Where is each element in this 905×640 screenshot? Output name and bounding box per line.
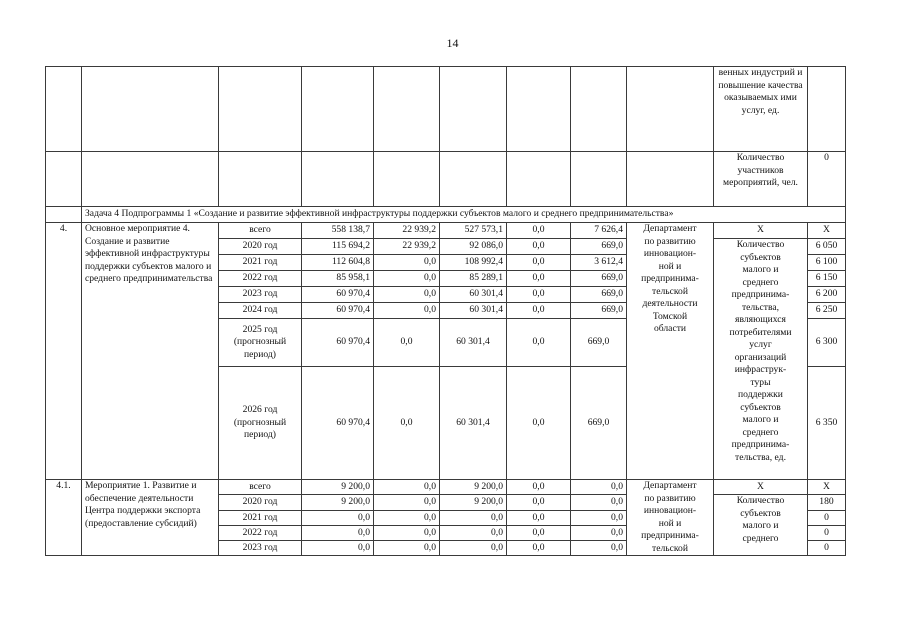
regional-cell: 60 301,4 <box>440 287 507 303</box>
regional-cell: 527 573,1 <box>440 223 507 239</box>
block-4-name: Основное мероприятие 4. Создание и развитие эффективной инфраструктуры поддержки субъектов малого и среднего предпринимательства <box>82 223 219 480</box>
local-cell: 0,0 <box>507 271 571 287</box>
value-cell: 6 300 <box>808 319 846 367</box>
total-cell: 115 694,2 <box>302 239 374 255</box>
value-cell: 0 <box>808 526 846 541</box>
regional-cell: 60 301,4 <box>440 319 507 367</box>
total-cell: 9 200,0 <box>302 480 374 495</box>
value-cell: 6 150 <box>808 271 846 287</box>
regional-cell: 92 086,0 <box>440 239 507 255</box>
extrabudget-cell: 0,0 <box>571 526 627 541</box>
federal-cell: 0,0 <box>374 526 440 541</box>
extrabudget-cell: 0,0 <box>571 511 627 526</box>
table-row <box>46 480 846 495</box>
period-cell: всего <box>219 223 302 239</box>
period-cell: 2021 год <box>219 255 302 271</box>
extrabudget-cell: 669,0 <box>571 271 627 287</box>
federal-cell: 0,0 <box>374 480 440 495</box>
federal-cell: 22 939,2 <box>374 223 440 239</box>
block-4-number: 4. <box>46 223 82 480</box>
period-cell: всего <box>219 480 302 495</box>
total-cell: 558 138,7 <box>302 223 374 239</box>
extrabudget-cell: 669,0 <box>571 239 627 255</box>
value-cell: 0 <box>808 511 846 526</box>
regional-cell: 85 289,1 <box>440 271 507 287</box>
extrabudget-cell: 7 626,4 <box>571 223 627 239</box>
extrabudget-cell: 669,0 <box>571 367 627 480</box>
indicator-participants-value: 0 <box>808 152 846 207</box>
period-cell: 2023 год <box>219 541 302 556</box>
block-4-1-name: Мероприятие 1. Развитие и обеспечение деятельности Центра поддержки экспорта (предоставление субсидий) <box>82 480 219 556</box>
block-4-indicator: Количество субъектов малого и среднего предпринима- тельства, являющихся потребителями услуг организаций инфраструк- туры поддержки субъектов малого и среднего предпринима- тельства, ед. <box>714 239 808 480</box>
total-cell: 0,0 <box>302 511 374 526</box>
total-cell: 112 604,8 <box>302 255 374 271</box>
local-cell: 0,0 <box>507 367 571 480</box>
block-4-executor: Департамент по развитию инновацион- ной и предпринима- тельской деятельности Томской области <box>627 223 714 480</box>
value-cell: 6 200 <box>808 287 846 303</box>
federal-cell: 22 939,2 <box>374 239 440 255</box>
block-4-value-header: Х <box>808 223 846 239</box>
block-4-1-indicator: Количество субъектов малого и среднего <box>714 495 808 556</box>
local-cell: 0,0 <box>507 511 571 526</box>
local-cell: 0,0 <box>507 480 571 495</box>
value-cell: 180 <box>808 495 846 511</box>
local-cell: 0,0 <box>507 223 571 239</box>
total-cell: 60 970,4 <box>302 303 374 319</box>
budget-table <box>45 66 846 556</box>
extrabudget-cell: 0,0 <box>571 480 627 495</box>
total-cell: 85 958,1 <box>302 271 374 287</box>
period-cell: 2021 год <box>219 511 302 526</box>
local-cell: 0,0 <box>507 541 571 556</box>
regional-cell: 60 301,4 <box>440 303 507 319</box>
federal-cell: 0,0 <box>374 271 440 287</box>
indicator-continuation: венных индустрий и повышение качества оказываемых ими услуг, ед. <box>714 67 808 152</box>
continuation-row <box>46 67 846 152</box>
continuation-row-2 <box>46 152 846 207</box>
period-cell: 2020 год <box>219 239 302 255</box>
regional-cell: 60 301,4 <box>440 367 507 480</box>
block-4-1-number: 4.1. <box>46 480 82 556</box>
period-cell: 2022 год <box>219 271 302 287</box>
local-cell: 0,0 <box>507 239 571 255</box>
federal-cell: 0,0 <box>374 255 440 271</box>
total-cell: 0,0 <box>302 526 374 541</box>
extrabudget-cell: 669,0 <box>571 319 627 367</box>
task-4-title: Задача 4 Подпрограммы 1 «Создание и развитие эффективной инфраструктуры поддержки субъектов малого и среднего предпринимательства» <box>82 207 846 223</box>
local-cell: 0,0 <box>507 255 571 271</box>
block-4-1-executor: Департамент по развитию инновацион- ной и предпринима- тельской <box>627 480 714 556</box>
federal-cell: 0,0 <box>374 541 440 556</box>
extrabudget-cell: 669,0 <box>571 303 627 319</box>
indicator-participants: Количество участников мероприятий, чел. <box>714 152 808 207</box>
regional-cell: 0,0 <box>440 541 507 556</box>
local-cell: 0,0 <box>507 495 571 511</box>
value-cell: 6 100 <box>808 255 846 271</box>
regional-cell: 9 200,0 <box>440 480 507 495</box>
period-cell: 2026 год (прогнозный период) <box>219 367 302 480</box>
federal-cell: 0,0 <box>374 287 440 303</box>
value-cell: 6 250 <box>808 303 846 319</box>
period-cell: 2023 год <box>219 287 302 303</box>
total-cell: 9 200,0 <box>302 495 374 511</box>
federal-cell: 0,0 <box>374 495 440 511</box>
period-cell: 2024 год <box>219 303 302 319</box>
extrabudget-cell: 0,0 <box>571 541 627 556</box>
regional-cell: 9 200,0 <box>440 495 507 511</box>
regional-cell: 0,0 <box>440 526 507 541</box>
local-cell: 0,0 <box>507 319 571 367</box>
federal-cell: 0,0 <box>374 367 440 480</box>
value-cell: 6 050 <box>808 239 846 255</box>
extrabudget-cell: 3 612,4 <box>571 255 627 271</box>
total-cell: 0,0 <box>302 541 374 556</box>
table-row <box>46 223 846 239</box>
regional-cell: 0,0 <box>440 511 507 526</box>
federal-cell: 0,0 <box>374 303 440 319</box>
period-cell: 2020 год <box>219 495 302 511</box>
total-cell: 60 970,4 <box>302 287 374 303</box>
block-4-1-indicator-header: Х <box>714 480 808 495</box>
extrabudget-cell: 0,0 <box>571 495 627 511</box>
local-cell: 0,0 <box>507 287 571 303</box>
period-cell: 2022 год <box>219 526 302 541</box>
federal-cell: 0,0 <box>374 511 440 526</box>
value-cell: 6 350 <box>808 367 846 480</box>
local-cell: 0,0 <box>507 303 571 319</box>
regional-cell: 108 992,4 <box>440 255 507 271</box>
federal-cell: 0,0 <box>374 319 440 367</box>
total-cell: 60 970,4 <box>302 319 374 367</box>
block-4-indicator-header: Х <box>714 223 808 239</box>
block-4-1-value-header: Х <box>808 480 846 495</box>
value-cell: 0 <box>808 541 846 556</box>
local-cell: 0,0 <box>507 526 571 541</box>
period-cell: 2025 год (прогнозный период) <box>219 319 302 367</box>
page-number: 14 <box>446 36 459 50</box>
task-row <box>46 207 846 223</box>
extrabudget-cell: 669,0 <box>571 287 627 303</box>
total-cell: 60 970,4 <box>302 367 374 480</box>
